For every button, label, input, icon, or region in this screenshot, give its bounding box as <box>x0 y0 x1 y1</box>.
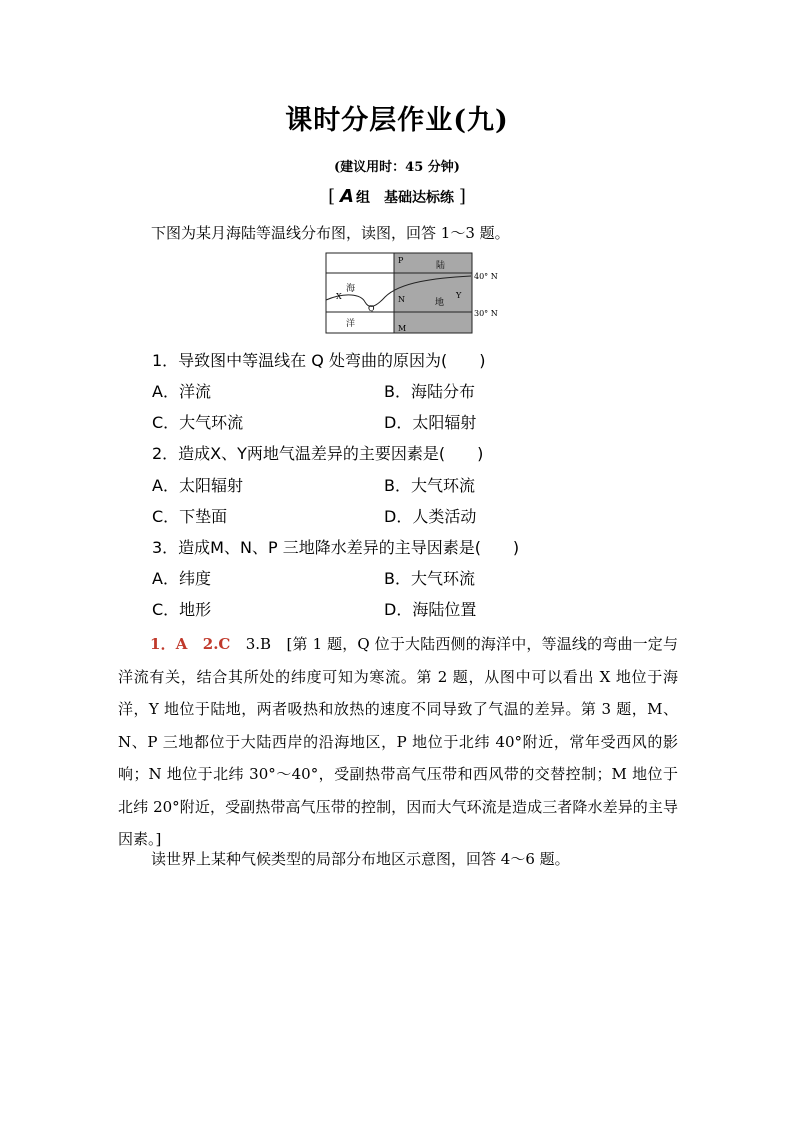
question-3-stem: 3．造成M、N、P 三地降水差异的主导因素是( ) <box>152 538 520 557</box>
group-label: 组 <box>355 190 370 206</box>
intro-questions-1-3: 下图为某月海陆等温线分布图，读图，回答 1～3 题。 <box>151 224 510 242</box>
time-suggestion: (建议用时：45 分钟) <box>334 160 460 175</box>
label-n: N <box>398 295 405 304</box>
question-2-option-d: D．人类活动 <box>384 507 477 526</box>
question-3-option-a: A．纬度 <box>152 569 211 588</box>
label-lat-40: 40° N <box>474 272 498 281</box>
question-3-option-b: B．大气环流 <box>384 569 475 588</box>
answer-key-3: 3.B <box>245 635 272 653</box>
question-3-option-d: D．海陆位置 <box>384 600 477 619</box>
label-p: P <box>398 256 404 265</box>
isotherm-map-svg <box>325 252 510 334</box>
question-1-option-d: D．太阳辐射 <box>384 413 477 432</box>
label-q: Q <box>368 304 375 313</box>
label-x: X <box>336 292 342 301</box>
question-2-stem: 2．造成X、Y两地气温差异的主要因素是( ) <box>152 444 484 463</box>
intro-questions-4-6: 读世界上某种气候类型的局部分布地区示意图，回答 4～6 题。 <box>151 850 570 868</box>
question-2-option-b: B．大气环流 <box>384 476 475 495</box>
answer-explanation <box>118 628 678 856</box>
label-m: M <box>398 324 407 333</box>
question-1-option-c: C．大气环流 <box>152 413 244 432</box>
group-bracket-right: ] <box>458 186 466 207</box>
question-2-option-a: A．太阳辐射 <box>152 476 243 495</box>
question-3-option-c: C．地形 <box>152 600 212 619</box>
group-heading <box>0 186 794 207</box>
label-lu: 陆 <box>436 261 446 271</box>
label-lat-30: 30° N <box>474 309 498 318</box>
group-bracket-left: [ <box>328 186 336 207</box>
question-1-option-a: A．洋流 <box>152 382 211 401</box>
page-title: 课时分层作业(九) <box>285 105 509 136</box>
label-yang: 洋 <box>346 319 356 329</box>
label-hai: 海 <box>346 284 356 294</box>
answer-key-1-2: 1．A 2.C <box>150 635 231 653</box>
question-1-stem: 1．导致图中等温线在 Q 处弯曲的原因为( ) <box>152 351 486 370</box>
group-name: 基础达标练 <box>383 190 454 206</box>
question-1-option-b: B．海陆分布 <box>384 382 475 401</box>
isotherm-map <box>325 252 510 334</box>
label-y: Y <box>456 291 462 300</box>
group-letter: A <box>340 186 354 207</box>
label-di: 地 <box>435 298 445 308</box>
question-2-option-c: C．下垫面 <box>152 507 228 526</box>
answer-text: [第 1 题，Q 位于大陆西侧的海洋中，等温线的弯曲一定与洋流有关，结合其所处的纬度可知为寒流。第 2 题，从图中可以看出 X 地位于海洋，Y 地位于陆地，两者吸热和放热的速度不同导致了气温的差异。第 3 题，M、N、P 三地都位于大陆西岸的沿海地区，P 地位于北纬 40°附近，常年受西风的影响；N 地位于北纬 30°～40°，受副热带高气压带和西风带的交替控制；M 地位于北纬 20°附近，受副热带高气压带的控制，因而大气环流是造成三者降水差异的主导因素。] <box>118 635 678 848</box>
